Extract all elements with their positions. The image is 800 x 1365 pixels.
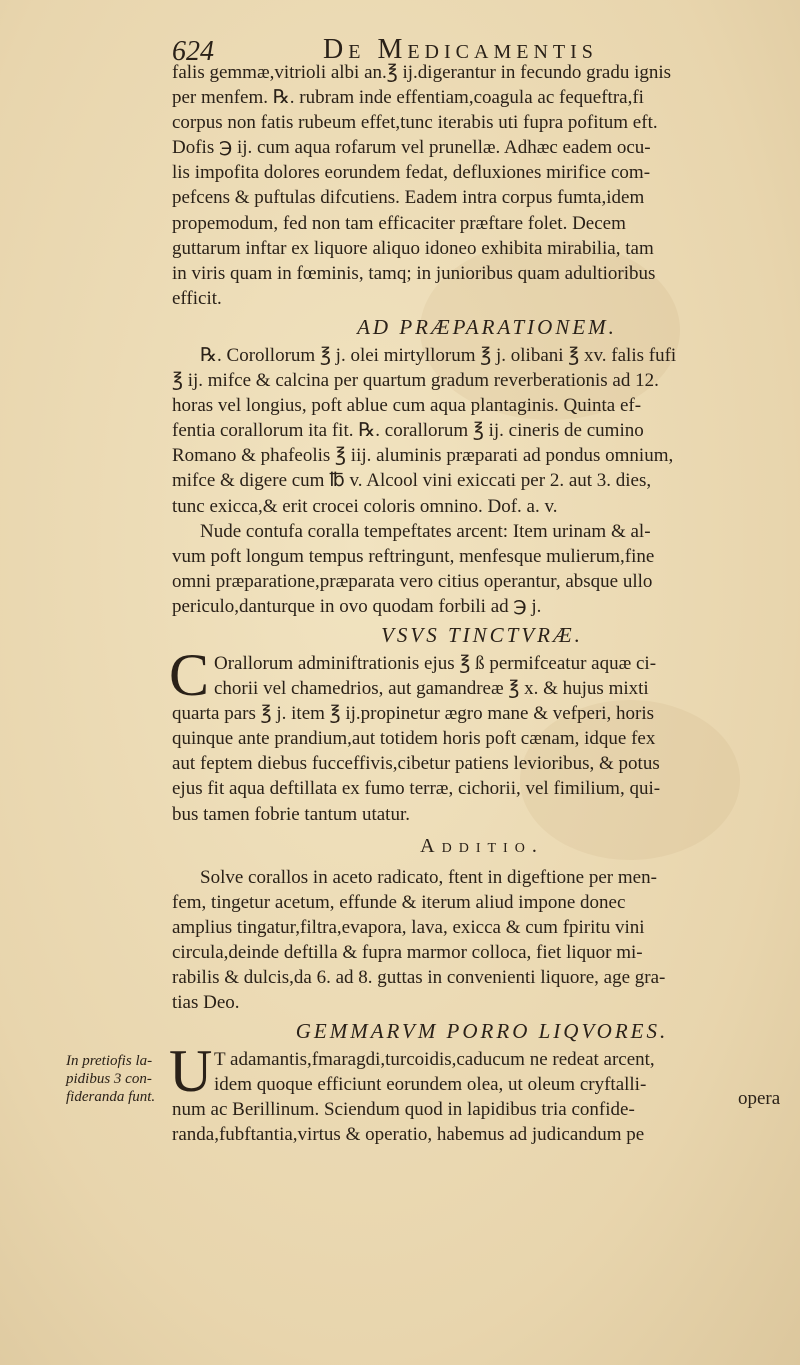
paragraph (169, 1038, 792, 1147)
text-line: efficit. (172, 287, 222, 309)
text-line: mifce & digere cum ℔ v. Alcool vini exiccati per 2. aut 3. dies, (172, 470, 652, 492)
text-line: vum poft longum tempus reftringunt, menfesque mulierum,fine (172, 545, 655, 567)
text-line: quarta pars ℥ j. item ℥ ij.propinetur ægro mane & vefperi, horis (172, 703, 655, 725)
marginal-note-line: fideranda funt. (66, 1089, 156, 1105)
text-line: guttarum inftar ex liquore aliquo idoneo exhibita mirabilia, tam (172, 237, 654, 259)
text-line: chorii vel chamedrios, aut gamandreæ ℥ x. & hujus mixti (214, 678, 649, 700)
text-line: circula,deinde deftilla & fupra marmor colloca, fiet liquor mi- (172, 941, 643, 963)
text-line: Romano & phafeolis ℥ iij. aluminis præparati ad pondus omnium, (172, 445, 674, 467)
text-line: fem, tingetur acetum, effunde & iterum aliud impone donec (172, 891, 626, 913)
text-line: amplius tingatur,filtra,evapora, lava, exicca & cum fpiritu vini (172, 916, 645, 938)
text-line: periculo,danturque in ovo quodam forbili ad ℈ j. (172, 595, 542, 617)
drop-cap: C (169, 641, 210, 708)
text-line: Nude contufa coralla tempeftates arcent: Item urinam & al- (200, 520, 651, 542)
text-line: horas vel longius, poft ablue cum aqua plantaginis. Quinta ef- (172, 395, 642, 417)
text-line: ejus fit aqua deftillata ex fumo terræ, cichorii, vel fimilium, qui- (172, 778, 661, 800)
text-line: falis gemmæ,vitrioli albi an.℥ ij.digerantur in fecundo gradu ignis (172, 62, 672, 83)
section-heading: GEMMARVM PORRO LIQVORES. (295, 1019, 669, 1044)
text-line: bus tamen fobrie tantum utatur. (172, 803, 410, 825)
main-text (169, 60, 792, 1148)
text-line: ℞. Corollorum ℥ j. olei mirtyllorum ℥ j. olibani ℥ xv. falis fufi (200, 344, 677, 366)
text-line: T adamantis,fmaragdi,turcoidis,caducum ne redeat arcent, (214, 1049, 655, 1071)
text-line: Orallorum adminiftrationis ejus ℥ ß permifceatur aquæ ci- (214, 652, 657, 674)
marginal-note-line: pidibus 3 con- (66, 1071, 152, 1087)
paragraph (169, 641, 792, 827)
text-line: Dofis ℈ ij. cum aqua rofarum vel prunellæ. Adhæc eadem ocu- (172, 137, 651, 159)
catchword: opera (738, 1088, 781, 1109)
text-line: num ac Berillinum. Sciendum quod in lapidibus tria confide- (172, 1099, 635, 1121)
text-line: propemodum, fed non tam efficaciter præftare folet. Decem (172, 212, 626, 234)
text-line: pefcens & puftulas difcutiens. Eadem intra corpus fumta,idem (172, 187, 645, 209)
text-line: quinque ante prandium,aut totidem horis poft cænam, idque fex (172, 728, 656, 750)
text-line: tunc exicca,& erit crocei coloris omnino. Dof. a. v. (172, 495, 558, 517)
text-line: tias Deo. (172, 992, 240, 1014)
section-heading: VSVS TINCTVRÆ. (381, 622, 583, 647)
text-line: corpus non fatis rubeum effet,tunc iterabis uti fupra pofitum eft. (172, 112, 658, 134)
marginal-note (66, 1052, 176, 1106)
paragraph (172, 519, 792, 619)
running-title: De Medicamentis (323, 34, 598, 65)
addition-heading: Additio. (420, 834, 544, 857)
paragraph (172, 343, 792, 519)
text-line: rabilis & dulcis,da 6. ad 8. guttas in convenienti liquore, age gra- (172, 967, 666, 988)
text-line: fentia corallorum ita fit. ℞. corallorum ℥ ij. cineris de cumino (172, 420, 644, 442)
text-line: omni præparatione,præparata vero citius operantur, absque ullo (172, 570, 653, 592)
paragraph (172, 60, 792, 311)
text-line: in viris quam in fœminis, tamq; in junioribus quam adultioribus (172, 262, 656, 284)
marginal-note-line: In pretiofis la- (66, 1053, 153, 1069)
drop-cap: U (169, 1038, 213, 1105)
text-line: aut feptem diebus fucceffivis,cibetur patiens levioribus, & potus (172, 753, 660, 775)
text-line: ℥ ij. mifce & calcina per quartum gradum reverberationis ad 12. (172, 370, 659, 392)
text-line: randa,fubftantia,virtus & operatio, habemus ad judicandum pe (172, 1124, 645, 1146)
section-heading: AD PRÆPARATIONEM. (357, 314, 617, 339)
page-number: 624 (172, 36, 214, 67)
text-line: idem quoque efficiunt eorundem olea, ut oleum cryftalli- (214, 1074, 647, 1096)
text-line: Solve corallos in aceto radicato, ftent in digeftione per men- (200, 866, 657, 888)
paragraph (172, 865, 792, 1016)
text-line: per menfem. ℞. rubram inde effentiam,coagula ac fequeftra,fi (172, 87, 644, 109)
text-line: lis impofita dolores eorundem fedat, defluxiones mirifice com- (172, 162, 651, 184)
